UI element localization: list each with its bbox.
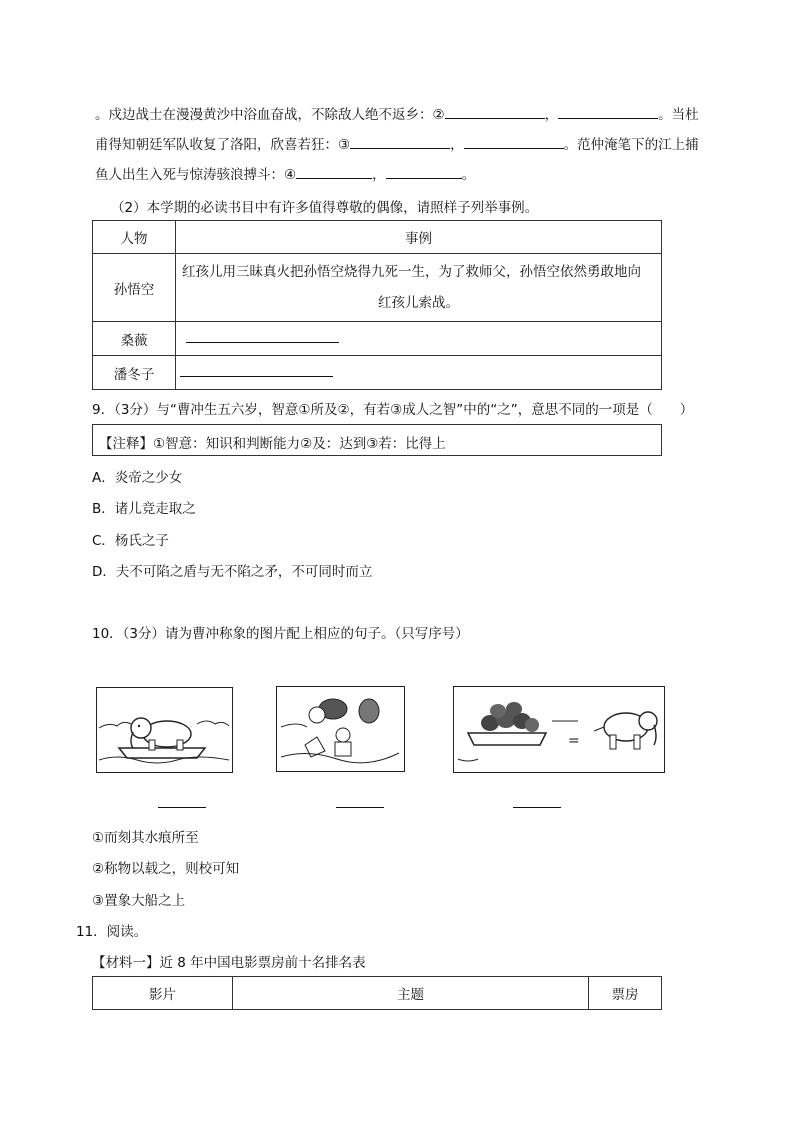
box-office-table <box>92 976 662 1010</box>
person-name: 潘冬子 <box>93 356 176 390</box>
sentence-3: ③置象大船之上 <box>92 893 186 909</box>
answer-blank-sangwei[interactable] <box>186 334 339 343</box>
material-1-title: 【材料一】近 8 年中国电影票房前十名排名表 <box>92 955 366 971</box>
comma: ， <box>544 107 559 123</box>
elephant-boat-illustration <box>97 688 231 771</box>
example-cell <box>176 356 662 390</box>
table-header-row <box>93 221 662 254</box>
fill-line-3 <box>95 163 475 183</box>
sentence-2: ②称物以载之，则校可知 <box>92 861 240 877</box>
answer-blank-2b[interactable] <box>558 106 658 119</box>
comma: ， <box>450 137 464 153</box>
question-10-stem: 10．（3分）请为曹冲称象的图片配上相应的句子。（只写序号） <box>92 626 469 642</box>
header-box-office: 票房 <box>589 977 662 1010</box>
table-header-row <box>93 977 662 1010</box>
option-b[interactable]: B．诸儿竞走取之 <box>92 501 196 517</box>
fill-line-1 <box>95 103 699 123</box>
answer-blank-pandongzi[interactable] <box>180 368 333 377</box>
question-11-stem: 11．阅读。 <box>76 924 148 940</box>
header-person: 人物 <box>93 221 176 254</box>
period: 。 <box>461 167 476 183</box>
table-row <box>93 356 662 390</box>
answer-blank-4b[interactable] <box>386 166 462 179</box>
fill-line-2 <box>95 133 699 153</box>
header-theme: 主题 <box>233 977 589 1010</box>
person-name: 桑薇 <box>93 322 176 356</box>
answer-blank-4a[interactable] <box>296 166 372 179</box>
table-row <box>93 254 662 322</box>
line2-text-a: 甫得知朝廷军队收复了洛阳，欣喜若狂：③ <box>95 137 351 153</box>
line2-text-b: 。范仲淹笔下的江上捕 <box>563 137 699 153</box>
picture-elephant-on-boat <box>96 687 233 773</box>
stones-carrying-illustration <box>277 687 403 770</box>
person-name: 孙悟空 <box>93 254 176 322</box>
question-9-stem: 9．（3分）与“曹冲生五六岁，智意①所及②，有若③成人之智”中的“之”，意思不同的一项是（ ） <box>92 402 694 418</box>
picture-stones-equal-elephant <box>453 686 665 773</box>
annotation-text: 【注释】①智意：知识和判断能力②及：达到③若：比得上 <box>99 436 446 452</box>
picture-1-answer-blank[interactable] <box>158 807 206 808</box>
answer-blank-3b[interactable] <box>464 136 564 149</box>
answer-blank-2a[interactable] <box>445 106 545 119</box>
example-cell <box>176 322 662 356</box>
header-example: 事例 <box>176 221 662 254</box>
stones-equal-elephant-illustration <box>454 687 663 771</box>
picture-people-carrying-stones <box>276 686 405 772</box>
annotation-box <box>92 424 662 456</box>
header-film: 影片 <box>93 977 233 1010</box>
option-a[interactable]: A．炎帝之少女 <box>92 470 183 486</box>
example-cell <box>176 254 662 322</box>
line1-text-a: 。戍边战士在漫漫黄沙中浴血奋战，不除敌人绝不返乡：② <box>95 107 445 123</box>
comma: ， <box>372 167 386 183</box>
svg-text:=: = <box>568 733 580 749</box>
table-row <box>93 322 662 356</box>
picture-3-answer-blank[interactable] <box>513 807 561 808</box>
picture-2-answer-blank[interactable] <box>336 807 384 808</box>
line1-text-b: 。当杜 <box>658 107 699 123</box>
option-c[interactable]: C．杨氏之子 <box>92 533 169 549</box>
sub-question-2: （2）本学期的必读书目中有许多值得尊敬的偶像，请照样子列举事例。 <box>111 200 539 216</box>
idol-table <box>92 220 662 390</box>
example-text-line1: 红孩儿用三昧真火把孙悟空烧得九死一生，为了救师父，孙悟空依然勇敢地向 <box>182 263 641 280</box>
example-text-line2: 红孩儿索战。 <box>378 294 459 311</box>
answer-blank-3a[interactable] <box>350 136 450 149</box>
line3-text-a: 鱼人出生入死与惊涛骇浪搏斗：④ <box>95 167 297 183</box>
option-d[interactable]: D．夫不可陷之盾与无不陷之矛，不可同时而立 <box>92 564 373 580</box>
sentence-1: ①而刻其水痕所至 <box>92 830 199 846</box>
